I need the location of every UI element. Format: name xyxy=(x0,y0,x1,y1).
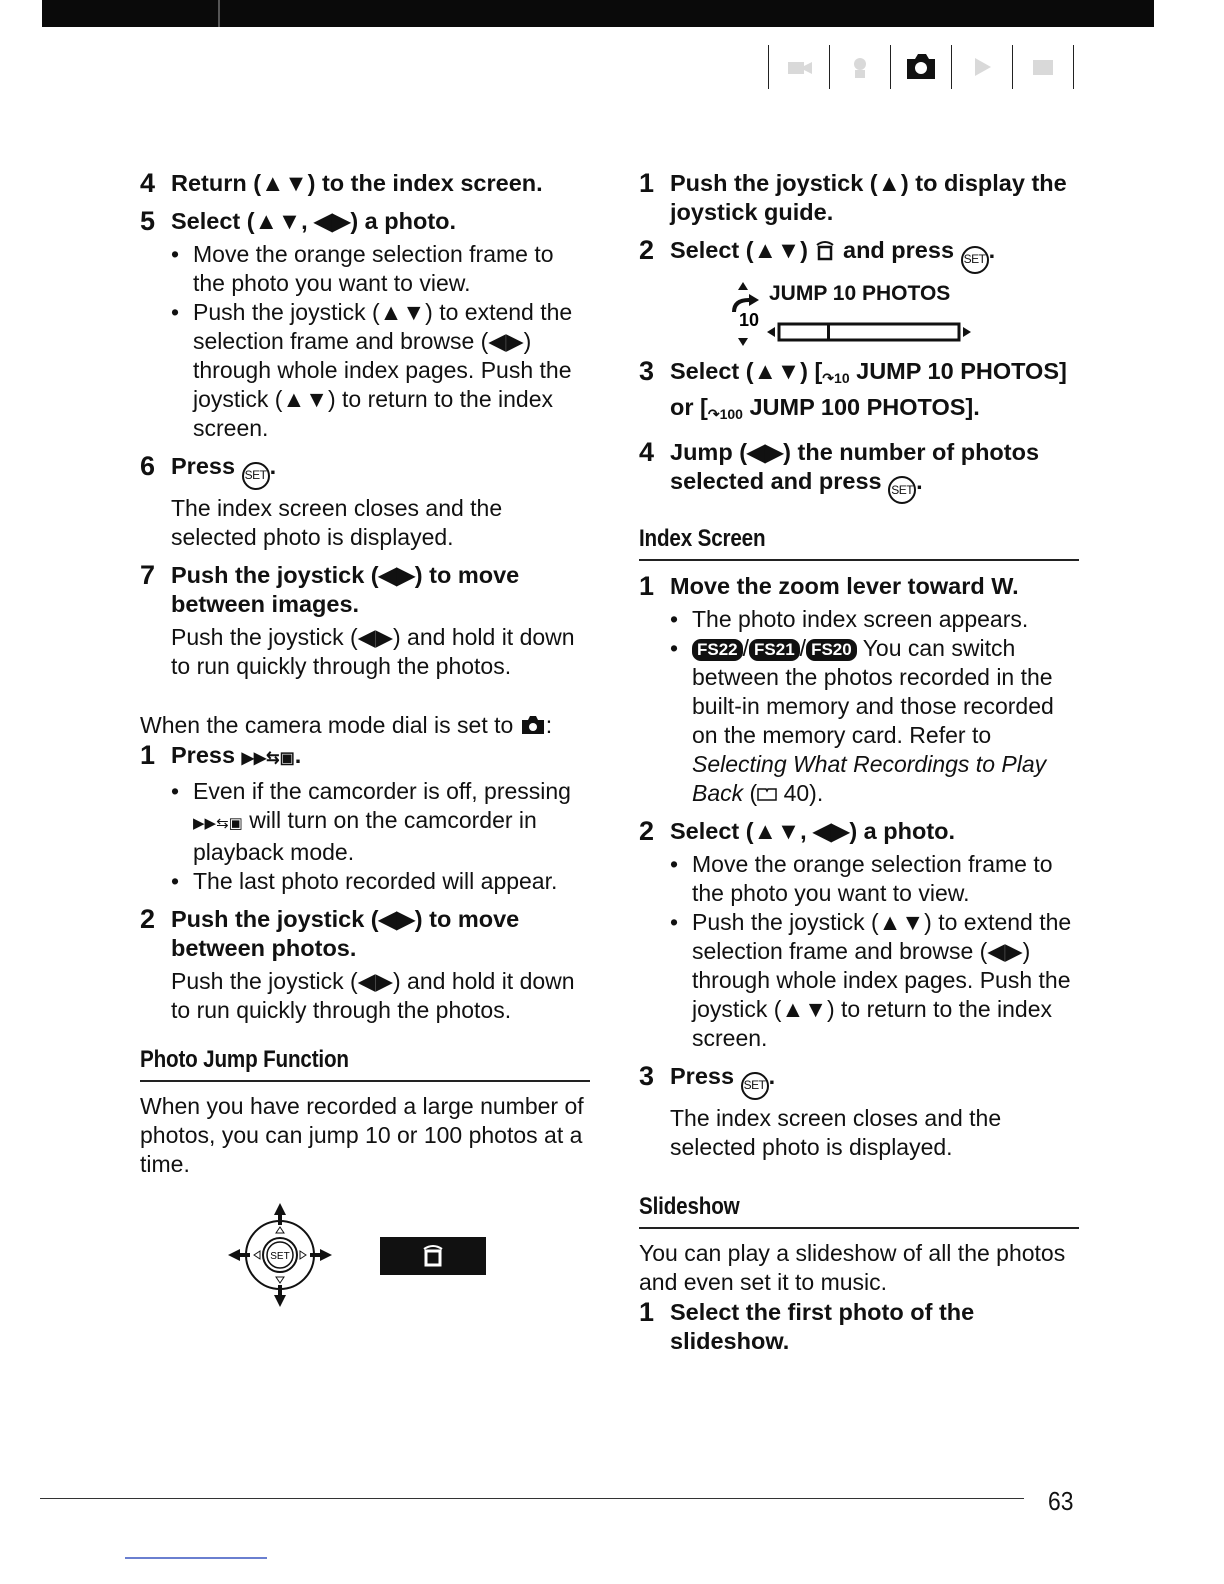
divider xyxy=(639,559,1079,561)
set-button-icon: SET xyxy=(242,462,270,490)
bullet: • Move the orange selection frame to the photo you want to view. xyxy=(171,241,554,296)
step-number: 1 xyxy=(140,739,156,770)
step-select-jump-size: 3 Select (▲▼) [↷10 JUMP 10 PHOTOS] or [↷100 JUMP 100 PHOTOS]. xyxy=(639,355,1067,422)
page-number: 63 xyxy=(1048,1486,1074,1516)
model-badge: FS20 xyxy=(806,639,857,661)
step-text: Push the joystick (◀▶) to move between photos. xyxy=(171,905,520,961)
step-text: Select (▲▼, ◀▶) a photo. xyxy=(171,208,457,234)
step-text: Select the first photo of the slideshow. xyxy=(670,1298,975,1354)
section-heading-index-screen: Index Screen xyxy=(639,525,766,552)
divider xyxy=(639,1227,1079,1229)
bullet: • The last photo recorded will appear. xyxy=(171,867,558,894)
step-jump-photos: 4 Jump (◀▶) the number of photos selected and press SET . xyxy=(639,437,1079,505)
step-move-photos xyxy=(140,904,590,963)
step-number: 7 xyxy=(140,559,156,590)
section-heading-photo-jump: Photo Jump Function xyxy=(140,1045,349,1073)
step-select-jump: 2 Select (▲▼) and press SET . xyxy=(639,235,1079,274)
divider xyxy=(140,1080,590,1082)
jump-icon xyxy=(420,1243,446,1269)
step-text: Push the joystick (▲) to display the joystick guide. xyxy=(670,170,1067,225)
jump-10-icon xyxy=(729,282,769,352)
movie-mode-icon xyxy=(769,45,829,89)
playback-button-icon: ▶▶⇆▣ xyxy=(241,749,295,767)
step-number: 1 xyxy=(639,1296,655,1327)
step-select-photo xyxy=(639,816,1079,846)
step-number: 5 xyxy=(140,206,156,236)
footer-rule xyxy=(40,1498,1024,1499)
step-text: Select (▲▼, ◀▶) a photo. xyxy=(670,818,956,844)
playback-photo-icon xyxy=(1013,45,1073,89)
svg-text:SET: SET xyxy=(270,1250,290,1262)
bullet: • FS22 / FS21 / FS20 You can switch between the photos recorded in the built-in memory and those recorded on the memory card. Refer to Selecting What Recordings to Play Back ( 40). xyxy=(670,635,1054,806)
bullet: • The photo index screen appears. xyxy=(670,606,1029,632)
jump-progress-bar xyxy=(767,320,977,344)
bullet: • Move the orange selection frame to the photo you want to view. xyxy=(670,851,1053,906)
model-badge: FS21 xyxy=(749,639,800,661)
step-move-images xyxy=(140,560,590,619)
bullet: • Even if the camcorder is off, pressing ▶▶⇆▣ will turn on the camcorder in playback mode. xyxy=(171,777,571,865)
step-number: 2 xyxy=(639,816,655,846)
jump-guide-button xyxy=(380,1237,486,1275)
step-number: 6 xyxy=(140,451,156,481)
left-column xyxy=(140,168,590,1319)
step-body: The index screen closes and the selected photo is displayed. xyxy=(670,1104,1002,1160)
set-button-icon: SET xyxy=(888,476,916,504)
jump-guide-display xyxy=(729,282,1029,352)
camera-icon xyxy=(520,715,546,735)
joystick-illustration xyxy=(140,1199,590,1319)
step-select-photo xyxy=(140,206,590,236)
step-number: 1 xyxy=(639,571,655,601)
book-icon xyxy=(757,787,777,801)
step-number: 3 xyxy=(639,1061,655,1091)
section-body: You can play a slideshow of all the photos and even set it to music. xyxy=(639,1239,1066,1295)
step-number: 3 xyxy=(639,355,655,386)
step-number: 4 xyxy=(140,168,156,198)
section-body: When you have recorded a large number of photos, you can jump 10 or 100 photos at a time. xyxy=(140,1092,584,1177)
right-column xyxy=(639,168,1079,1356)
jump-100-icon: ↷100 xyxy=(707,405,743,422)
step-body: Push the joystick (◀▶) and hold it down to run quickly through the photos. xyxy=(171,623,575,679)
bullet: • Push the joystick (▲▼) to extend the selection frame and browse (◀▶) through whole index pages. Push the joystick (▲▼) to return to the index screen. xyxy=(171,299,573,441)
jump-label: JUMP 10 PHOTOS xyxy=(769,281,951,305)
step-number: 2 xyxy=(140,903,156,934)
step-display-guide xyxy=(639,168,1079,227)
mode-indicator-bar xyxy=(768,44,1080,90)
playback-button-icon: ▶▶⇆▣ xyxy=(193,814,243,832)
step-press-playback: 1 Press ▶▶⇆▣. xyxy=(140,739,302,770)
step-number: 4 xyxy=(639,436,655,467)
playback-movie-icon xyxy=(952,45,1012,89)
set-button-icon: SET xyxy=(741,1072,769,1100)
step-body: Push the joystick (◀▶) and hold it down to run quickly through the photos. xyxy=(171,967,575,1023)
set-button-icon: SET xyxy=(961,246,989,274)
step-press-set: 3 Press SET . xyxy=(639,1061,1079,1100)
joystick-icon xyxy=(224,1199,336,1311)
step-zoom-lever: 1 Move the zoom lever toward W. xyxy=(639,571,1019,601)
scene-mode-icon xyxy=(830,45,890,89)
step-number: 2 xyxy=(639,235,655,265)
step-text: Push the joystick (◀▶) to move between images. xyxy=(171,561,520,617)
step-body: The index screen closes and the selected photo is displayed. xyxy=(171,494,503,550)
step-select-first-photo xyxy=(639,1297,1079,1356)
step-text: Return (▲▼) to the index screen. xyxy=(171,170,543,196)
model-badge: FS22 xyxy=(692,639,743,661)
header-bar xyxy=(42,0,1154,27)
section-heading-slideshow: Slideshow xyxy=(639,1192,740,1220)
photo-mode-icon xyxy=(891,45,951,89)
mode-dial-intro: When the camera mode dial is set to : xyxy=(140,711,553,738)
step-press-set: 6 Press SET . xyxy=(140,451,590,490)
step-number: 1 xyxy=(639,168,655,198)
jump-icon xyxy=(814,239,836,261)
svg-text:10: 10 xyxy=(739,309,760,330)
scan-artifact-line xyxy=(125,1557,267,1559)
jump-10-icon: ↷10 xyxy=(822,369,850,386)
bullet: • Push the joystick (▲▼) to extend the selection frame and browse (◀▶) through whole index pages. Push the joystick (▲▼) to return to the index screen. xyxy=(670,909,1072,1051)
step-return-index xyxy=(140,168,590,198)
